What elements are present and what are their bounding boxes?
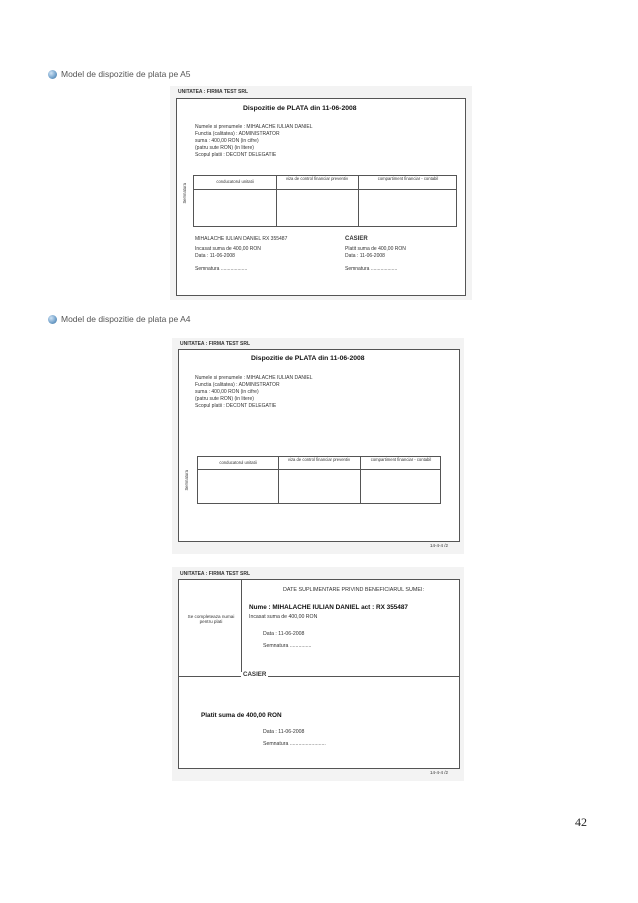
a5-title: Dispozitie de PLATA din 11-06-2008 — [243, 105, 357, 112]
a4-back-code: 14-4-4 /2 — [430, 770, 449, 775]
a5-sign-right: Semnatura ................... — [345, 266, 398, 272]
a4-line-1: Numele si prenumele : MIHALACHE IULIAN DANIEL — [195, 375, 313, 381]
a4-unit: UNITATEA : FIRMA TEST SRL — [180, 341, 250, 347]
a4-back-side-note: Se completeaza numai pentru plati — [187, 614, 235, 625]
a5-line-2: Functia (calitatea) : ADMINISTRATOR — [195, 131, 280, 137]
a5-col-1: conducatorul unitatii — [216, 179, 254, 184]
a5-paid: Platit suma de 400,00 RON — [345, 246, 406, 252]
a5-col-2: viza de control financiar preventiv — [285, 176, 349, 181]
a4-back-name: Nume : MIHALACHE IULIAN DANIEL act : RX 355487 — [249, 604, 408, 611]
a5-beneficiary: MIHALACHE IULIAN DANIEL RX 355487 — [195, 236, 288, 242]
page-number: 42 — [575, 815, 587, 829]
bullet-icon — [48, 70, 57, 79]
a4-back-header: DATE SUPLIMENTARE PRIVIND BENEFICIARUL SUMEI: — [283, 587, 424, 593]
bullet-icon — [48, 315, 57, 324]
a4-back-paid: Platit suma de 400,00 RON — [201, 712, 282, 719]
a5-date-left: Data : 11-06-2008 — [195, 253, 235, 259]
a5-received: Incasat suma de 400,00 RON — [195, 246, 261, 252]
a5-signature-table — [193, 175, 457, 227]
a4-form-image — [172, 338, 464, 554]
caption-a5-text: Model de dispozitie de plata pe A5 — [61, 69, 191, 79]
a5-sign-left: Semnatura ................... — [195, 266, 248, 272]
a4-back-date1: Data : 11-06-2008 — [263, 631, 305, 637]
a4-back-sign2: Semnatura ......................... — [263, 741, 326, 747]
a4-back-frame — [178, 579, 460, 769]
a4-back-date2: Data : 11-06-2008 — [263, 729, 305, 735]
a5-unit: UNITATEA : FIRMA TEST SRL — [178, 89, 248, 95]
a4-line-4: (patru sute RON) (in litere) — [195, 396, 254, 402]
a5-casier: CASIER — [345, 236, 368, 242]
caption-a5 — [48, 69, 190, 79]
a4-back-unit: UNITATEA : FIRMA TEST SRL — [180, 571, 250, 577]
a5-signature-label: Semnatura — [182, 183, 187, 204]
a4-back-sign1: Semnatura ............... — [263, 643, 312, 649]
a4-back-received: Incasat suma de 400,00 RON — [249, 614, 318, 620]
a4-line-3: suma : 400,00 RON (in cifre) — [195, 389, 259, 395]
a5-col-3: compartiment financiar - contabil — [377, 176, 439, 181]
a4-form-code: 14-4-4 /2 — [430, 543, 449, 548]
a5-line-3: suma : 400,00 RON (in cifre) — [195, 138, 259, 144]
a5-date-right: Data : 11-06-2008 — [345, 253, 385, 259]
a4-form-frame — [178, 349, 460, 542]
a4-signature-label: Semnatura — [184, 470, 189, 491]
a4-col-1: conducatorul unitatii — [219, 460, 257, 465]
caption-a4-text: Model de dispozitie de plata pe A4 — [61, 314, 191, 324]
a5-line-5: Scopul platii : DECONT DELEGATIE — [195, 152, 277, 158]
a4-line-5: Scopul platii : DECONT DELEGATIE — [195, 403, 277, 409]
a5-line-4: (patru sute RON) (in litere) — [195, 145, 254, 151]
a4-back-image — [172, 567, 464, 781]
a4-signature-table — [197, 456, 441, 504]
a4-col-2: viza de control financiar preventiv — [287, 457, 351, 462]
caption-a4 — [48, 314, 190, 324]
a5-form-image — [170, 86, 472, 300]
a4-back-casier: CASIER — [243, 671, 267, 678]
a4-col-3: compartiment financiar - contabil — [370, 457, 432, 462]
a5-line-1: Numele si prenumele : MIHALACHE IULIAN DANIEL — [195, 124, 313, 130]
a5-form-frame — [176, 98, 466, 296]
a4-line-2: Functia (calitatea) : ADMINISTRATOR — [195, 382, 280, 388]
a4-title: Dispozitie de PLATA din 11-06-2008 — [251, 355, 365, 362]
